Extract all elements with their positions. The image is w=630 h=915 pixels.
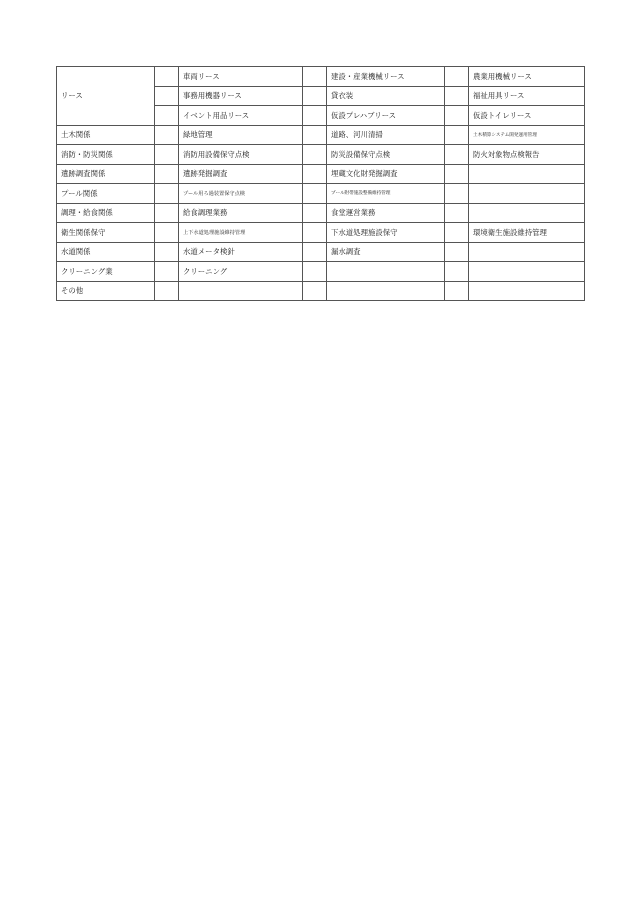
item-cell: クリーニング — [179, 262, 303, 282]
checkbox-cell[interactable] — [155, 242, 179, 262]
item-cell: 事務用機器リース — [179, 86, 303, 106]
table-row — [57, 223, 585, 243]
checkbox-cell[interactable] — [445, 67, 469, 87]
checkbox-cell[interactable] — [155, 86, 179, 106]
checkbox-cell[interactable] — [445, 86, 469, 106]
table-row — [57, 242, 585, 262]
checkbox-cell[interactable] — [445, 262, 469, 282]
category-cell: リース — [57, 67, 155, 126]
item-cell: 福祉用具リース — [469, 86, 585, 106]
item-cell: 漏水調査 — [327, 242, 445, 262]
category-cell: 水道関係 — [57, 242, 155, 262]
checkbox-cell[interactable] — [303, 242, 327, 262]
checkbox-cell[interactable] — [155, 106, 179, 126]
table-row — [57, 203, 585, 223]
item-cell: 建設・産業機械リース — [327, 67, 445, 87]
checkbox-cell[interactable] — [303, 125, 327, 145]
item-cell — [327, 262, 445, 282]
table-row — [57, 281, 585, 301]
category-cell: 遺跡調査関係 — [57, 164, 155, 184]
checkbox-cell[interactable] — [155, 281, 179, 301]
item-cell: 車両リース — [179, 67, 303, 87]
item-cell — [469, 203, 585, 223]
table-row — [57, 184, 585, 204]
checkbox-cell[interactable] — [303, 262, 327, 282]
item-cell: プール用ろ過装置保守点検 — [179, 184, 303, 204]
item-cell: 防火対象物点検報告 — [469, 145, 585, 165]
item-cell: 仮設プレハブリース — [327, 106, 445, 126]
checkbox-cell[interactable] — [445, 106, 469, 126]
item-cell: 上下水道処理施設維持管理 — [179, 223, 303, 243]
item-cell: 給食調理業務 — [179, 203, 303, 223]
checkbox-cell[interactable] — [155, 145, 179, 165]
table-row — [57, 67, 585, 87]
item-cell: 緑地管理 — [179, 125, 303, 145]
checkbox-cell[interactable] — [303, 145, 327, 165]
item-cell — [179, 281, 303, 301]
checkbox-cell[interactable] — [155, 203, 179, 223]
item-cell — [469, 262, 585, 282]
checkbox-cell[interactable] — [155, 262, 179, 282]
checkbox-cell[interactable] — [303, 106, 327, 126]
table-row — [57, 125, 585, 145]
item-cell: イベント用品リース — [179, 106, 303, 126]
checkbox-cell[interactable] — [155, 67, 179, 87]
checkbox-cell[interactable] — [155, 125, 179, 145]
item-cell: プール附帯施設整備維持管理 — [327, 184, 445, 204]
item-cell: 農業用機械リース — [469, 67, 585, 87]
item-cell — [469, 242, 585, 262]
category-cell: プール関係 — [57, 184, 155, 204]
item-cell: 下水道処理施設保守 — [327, 223, 445, 243]
item-cell — [469, 164, 585, 184]
checkbox-cell[interactable] — [445, 223, 469, 243]
category-cell: 調理・給食関係 — [57, 203, 155, 223]
category-cell: その他 — [57, 281, 155, 301]
item-cell — [469, 281, 585, 301]
category-cell: 土木関係 — [57, 125, 155, 145]
checkbox-cell[interactable] — [445, 164, 469, 184]
checkbox-cell[interactable] — [155, 164, 179, 184]
item-cell: 水道メータ検針 — [179, 242, 303, 262]
item-cell — [469, 184, 585, 204]
checkbox-cell[interactable] — [155, 184, 179, 204]
checkbox-cell[interactable] — [303, 184, 327, 204]
item-cell: 消防用設備保守点検 — [179, 145, 303, 165]
table-row — [57, 145, 585, 165]
table-row — [57, 164, 585, 184]
item-cell: 防災設備保守点検 — [327, 145, 445, 165]
checkbox-cell[interactable] — [445, 145, 469, 165]
item-cell: 道路、河川清掃 — [327, 125, 445, 145]
item-cell: 環境衛生施設維持管理 — [469, 223, 585, 243]
item-cell — [327, 281, 445, 301]
service-category-table — [56, 66, 585, 301]
item-cell: 仮設トイレリース — [469, 106, 585, 126]
category-cell: クリーニング業 — [57, 262, 155, 282]
item-cell: 遺跡発掘調査 — [179, 164, 303, 184]
item-cell: 土木積算システム開発運用管理 — [469, 125, 585, 145]
checkbox-cell[interactable] — [445, 242, 469, 262]
checkbox-cell[interactable] — [445, 203, 469, 223]
item-cell: 食堂運営業務 — [327, 203, 445, 223]
checkbox-cell[interactable] — [303, 86, 327, 106]
checkbox-cell[interactable] — [445, 125, 469, 145]
checkbox-cell[interactable] — [445, 184, 469, 204]
checkbox-cell[interactable] — [303, 164, 327, 184]
checkbox-cell[interactable] — [445, 281, 469, 301]
category-cell: 衛生関係保守 — [57, 223, 155, 243]
checkbox-cell[interactable] — [303, 281, 327, 301]
table-row — [57, 262, 585, 282]
checkbox-cell[interactable] — [303, 203, 327, 223]
checkbox-cell[interactable] — [303, 67, 327, 87]
item-cell: 埋蔵文化財発掘調査 — [327, 164, 445, 184]
checkbox-cell[interactable] — [155, 223, 179, 243]
category-cell: 消防・防災関係 — [57, 145, 155, 165]
checkbox-cell[interactable] — [303, 223, 327, 243]
item-cell: 貸衣装 — [327, 86, 445, 106]
